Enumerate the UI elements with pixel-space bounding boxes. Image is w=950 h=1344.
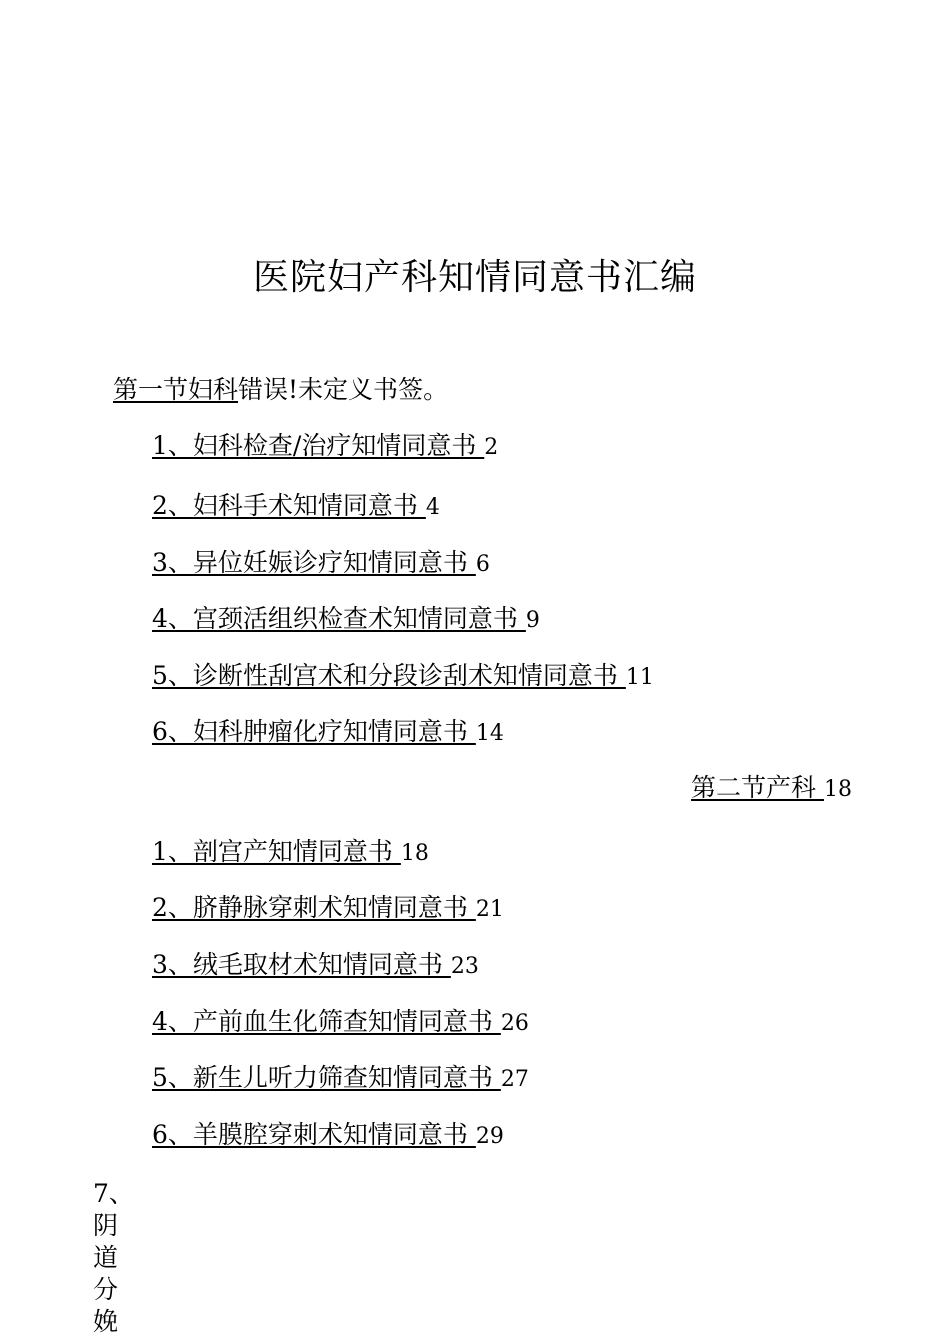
toc-entry[interactable]: [152, 658, 654, 696]
toc-entry[interactable]: [152, 890, 504, 928]
toc-entry-label[interactable]: 1、妇科检查/治疗知情同意书: [152, 431, 485, 460]
toc-entry[interactable]: [152, 428, 498, 466]
toc-entry-label[interactable]: 1、剖宫产知情同意书: [152, 837, 401, 866]
toc-entry-label[interactable]: 2、脐静脉穿刺术知情同意书: [152, 893, 476, 922]
toc-entry-label[interactable]: 3、绒毛取材术知情同意书: [152, 950, 451, 979]
page-title: 医院妇产科知情同意书汇编: [252, 257, 697, 298]
toc-section-2-heading[interactable]: [691, 770, 852, 808]
toc-entry[interactable]: [152, 545, 490, 583]
toc-entry-label[interactable]: 5、新生儿听力筛查知情同意书: [152, 1063, 501, 1092]
toc-entry-overflow: 7、阴道分娩: [93, 1179, 134, 1336]
toc-entry-page: 29: [475, 1124, 504, 1149]
toc-entry[interactable]: [152, 1060, 529, 1098]
toc-entry-page: 6: [475, 552, 490, 577]
toc-entry-page: 11: [625, 665, 654, 690]
toc-entry-page: 21: [475, 897, 504, 922]
toc-entry-label[interactable]: 2、妇科手术知情同意书: [152, 491, 426, 520]
toc-section-1-link[interactable]: 第一节妇科: [113, 375, 239, 404]
toc-entry[interactable]: [152, 834, 429, 872]
toc-entry-label[interactable]: 6、妇科肿瘤化疗知情同意书: [152, 717, 476, 746]
toc-entry-label[interactable]: 4、宫颈活组织检查术知情同意书: [152, 604, 526, 633]
toc-entry-page: 14: [475, 721, 504, 746]
toc-section-1-heading: [113, 372, 448, 408]
toc-entry-label[interactable]: 4、产前血生化筛查知情同意书: [152, 1007, 501, 1036]
toc-entry-label[interactable]: 6、羊膜腔穿刺术知情同意书: [152, 1120, 476, 1149]
toc-entry-label[interactable]: 5、诊断性刮宫术和分段诊刮术知情同意书: [152, 661, 626, 690]
toc-section-2-page: 18: [824, 777, 852, 802]
toc-entry-label[interactable]: 3、异位妊娠诊疗知情同意书: [152, 548, 476, 577]
toc-entry[interactable]: [152, 714, 504, 752]
toc-entry-page: 18: [400, 841, 429, 866]
toc-error-note: 错误!未定义书签。: [238, 375, 449, 404]
toc-entry[interactable]: [152, 947, 479, 985]
toc-entry[interactable]: [152, 488, 440, 526]
toc-entry[interactable]: [152, 601, 540, 639]
toc-entry-page: 9: [525, 608, 540, 633]
toc-entry-page: 27: [500, 1067, 529, 1092]
toc-entry-page: 26: [500, 1011, 529, 1036]
toc-entry[interactable]: [152, 1004, 529, 1042]
toc-entry-page: 23: [450, 954, 479, 979]
toc-entry-page: 2: [484, 435, 499, 460]
toc-entry-page: 4: [425, 495, 440, 520]
toc-section-2-link[interactable]: 第二节产科: [691, 773, 824, 802]
toc-entry[interactable]: [152, 1117, 504, 1155]
